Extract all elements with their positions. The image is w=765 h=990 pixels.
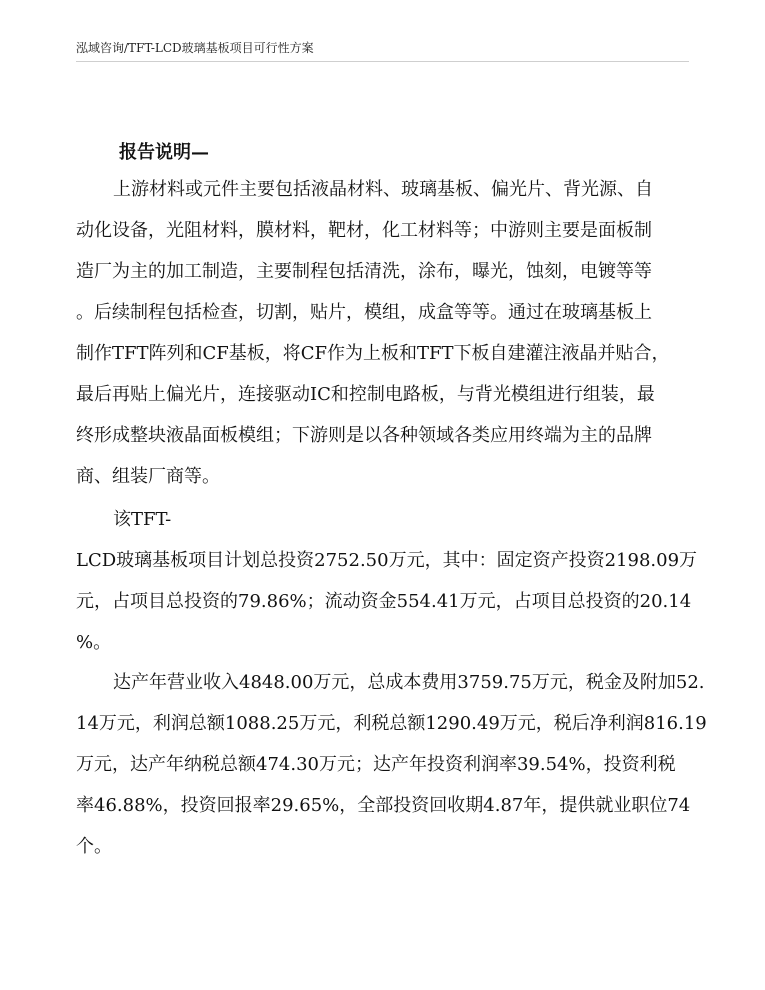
paragraph-line: 该TFT-	[113, 509, 172, 530]
paragraph-line: 元，占项目总投资的79.86%；流动资金554.41万元，占项目总投资的20.14	[76, 591, 692, 612]
header-divider	[76, 61, 689, 62]
paragraph-line: 终形成整块液晶面板模组；下游则是以各种领域各类应用终端为主的品牌	[76, 425, 652, 446]
paragraph-line: 动化设备，光阻材料，膜材料，靶材，化工材料等；中游则主要是面板制	[76, 220, 652, 241]
paragraph-line: 造厂为主的加工制造，主要制程包括清洗，涂布，曝光，蚀刻，电镀等等	[76, 261, 652, 282]
paragraph-line: 最后再贴上偏光片，连接驱动IC和控制电路板，与背光模组进行组装，最	[76, 384, 655, 405]
paragraph-line: 制作TFT阵列和CF基板，将CF作为上板和TFT下板自建灌注液晶并贴合，	[76, 343, 670, 364]
paragraph-line: 商、组装厂商等。	[76, 466, 220, 487]
paragraph-line: LCD玻璃基板项目计划总投资2752.50万元，其中：固定资产投资2198.09万	[76, 550, 698, 571]
page-header: 泓域咨询/TFT-LCD玻璃基板项目可行性方案	[76, 41, 314, 55]
section-heading: 报告说明—	[119, 142, 209, 163]
paragraph-line: 上游材料或元件主要包括液晶材料、玻璃基板、偏光片、背光源、自	[113, 179, 653, 200]
paragraph-line: 个。	[76, 836, 112, 857]
paragraph-line: %。	[76, 632, 112, 653]
paragraph-line: 率46.88%，投资回报率29.65%，全部投资回收期4.87年，提供就业职位74	[76, 795, 691, 816]
paragraph-line: 14万元，利润总额1088.25万元，利税总额1290.49万元，税后净利润816.19	[76, 713, 707, 734]
paragraph-line: 。后续制程包括检查，切割，贴片，模组，成盒等等。通过在玻璃基板上	[76, 302, 652, 323]
paragraph-line: 达产年营业收入4848.00万元，总成本费用3759.75万元，税金及附加52.	[113, 672, 705, 693]
paragraph-line: 万元，达产年纳税总额474.30万元；达产年投资利润率39.54%，投资利税	[76, 754, 676, 775]
